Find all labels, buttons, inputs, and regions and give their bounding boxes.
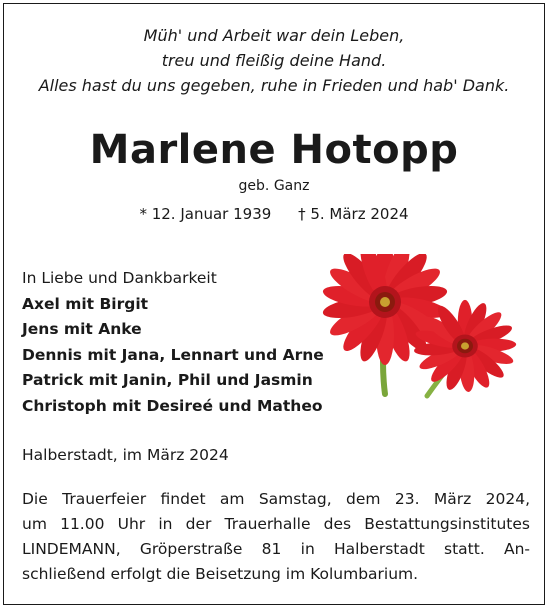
family-member: Jens mit Anke [22,320,142,338]
verse-line-1: Müh' und Arbeit war dein Leben, [143,26,405,45]
family-intro: In Liebe und Dankbarkeit [22,269,217,287]
ceremony-line-4: schließend erfolgt die Beisetzung im Kolumbarium. [22,565,419,583]
deceased-name: Marlene Hotopp [89,127,459,173]
birth-date: * 12. Januar 1939 [139,205,272,223]
verse-line-3: Alles hast du uns gegeben, ruhe in Frieden und hab' Dank. [38,76,510,95]
ceremony-line-3: LINDEMANN, Gröperstraße 81 in Halberstadt statt. An- [22,540,530,558]
family-member: Christoph mit Desireé und Matheo [22,396,323,415]
memorial-verse [4,23,544,98]
ceremony-notice [22,487,530,587]
verse-line-2: treu und fleißig deine Hand. [161,51,387,70]
place-and-date: Halberstadt, im März 2024 [22,446,229,464]
ceremony-line-2: um 11.00 Uhr in der Trauerhalle des Bestattungsinstitutes [22,515,530,533]
life-dates [4,204,544,224]
family-list [22,266,324,419]
born-name: geb. Ganz [238,178,310,194]
ceremony-line-1: Die Trauerfeier findet am Samstag, dem 23. März 2024, [22,490,530,508]
obituary-notice [3,3,545,605]
family-member: Patrick mit Janin, Phil und Jasmin [22,371,313,389]
family-member: Dennis mit Jana, Lennart und Arne [22,345,324,364]
family-member: Axel mit Birgit [22,294,149,313]
gerbera-flowers-image [307,254,537,404]
death-date: † 5. März 2024 [298,205,409,223]
